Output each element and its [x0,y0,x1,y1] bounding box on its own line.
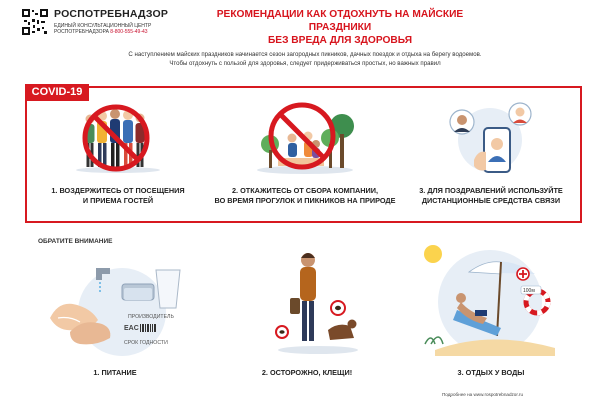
org-sub-line2: РОСПОТРЕБНАДЗОРА [54,29,109,35]
covid-caption-1-line2: И ПРИЕМА ГОСТЕЙ [82,196,154,205]
hotline-phone: 8-800-555-49-43 [110,29,148,35]
handwash-food-icon [40,258,190,360]
intro-line2: Чтобы отдохнуть с пользой для здоровья, следует придерживаться простых, но важных правил [169,60,441,67]
qr-code-icon [22,9,48,35]
food-label-manufacturer: ПРОИЗВОДИТЕЛЬ [128,314,174,320]
no-guests-icon [68,102,168,174]
video-call-icon [444,100,536,178]
covid-caption-1-line1: 1. ВОЗДЕРЖИТЕСЬ ОТ ПОСЕЩЕНИЯ [51,186,185,195]
attention-caption-2: 2. ОСТОРОЖНО, КЛЕЩИ! [261,368,353,377]
covid-caption-2-line1: 2. ОТКАЖИТЕСЬ ОТ СБОРА КОМПАНИИ, [231,186,379,195]
beach-icon [405,240,575,358]
attention-caption-1: 1. ПИТАНИЕ [93,368,137,377]
title-line1: РЕКОМЕНДАЦИИ КАК ОТДОХНУТЬ НА МАЙСКИЕ ПРАЗДНИКИ [216,9,464,33]
eac-mark: EAC [124,325,139,332]
intro-text [70,50,540,68]
covid-caption-3 [405,186,577,206]
covid-caption-2 [205,186,405,206]
attention-heading: ОБРАТИТЕ ВНИМАНИЕ [38,238,113,245]
org-name: РОСПОТРЕБНАДЗОР [54,8,169,20]
covid-caption-3-line2: ДИСТАНЦИОННЫЕ СРЕДСТВА СВЯЗИ [421,196,561,205]
covid-caption-1 [28,186,208,206]
intro-line1: С наступлением майских праздников начинается сезон загородных пикников, дачных поездок и отдыха на берегу водоемов. [128,51,482,58]
tick-warning-icon [268,246,368,358]
title-line2: БЕЗ ВРЕДА ДЛЯ ЗДОРОВЬЯ [267,35,413,46]
food-label-expiry: СРОК ГОДНОСТИ [124,340,168,346]
covid-tag: COVID-19 [25,84,89,101]
covid-caption-3-line1: 3. ДЛЯ ПОЗДРАВЛЕНИЙ ИСПОЛЬЗУЙТЕ [419,186,563,195]
water-temp-label: 100м [523,288,535,294]
footer-link[interactable]: Подробнее на www.rospotrebnadzor.ru [442,392,524,397]
org-sub-line1: ЕДИНЫЙ КОНСУЛЬТАЦИОННЫЙ ЦЕНТР [54,23,152,29]
covid-caption-2-line2: ВО ВРЕМЯ ПРОГУЛОК И ПИКНИКОВ НА ПРИРОДЕ [214,196,396,205]
org-subtitle [54,23,151,35]
page-title [185,8,495,47]
attention-caption-3: 3. ОТДЫХ У ВОДЫ [457,368,525,377]
no-picnic-icon [250,96,360,176]
